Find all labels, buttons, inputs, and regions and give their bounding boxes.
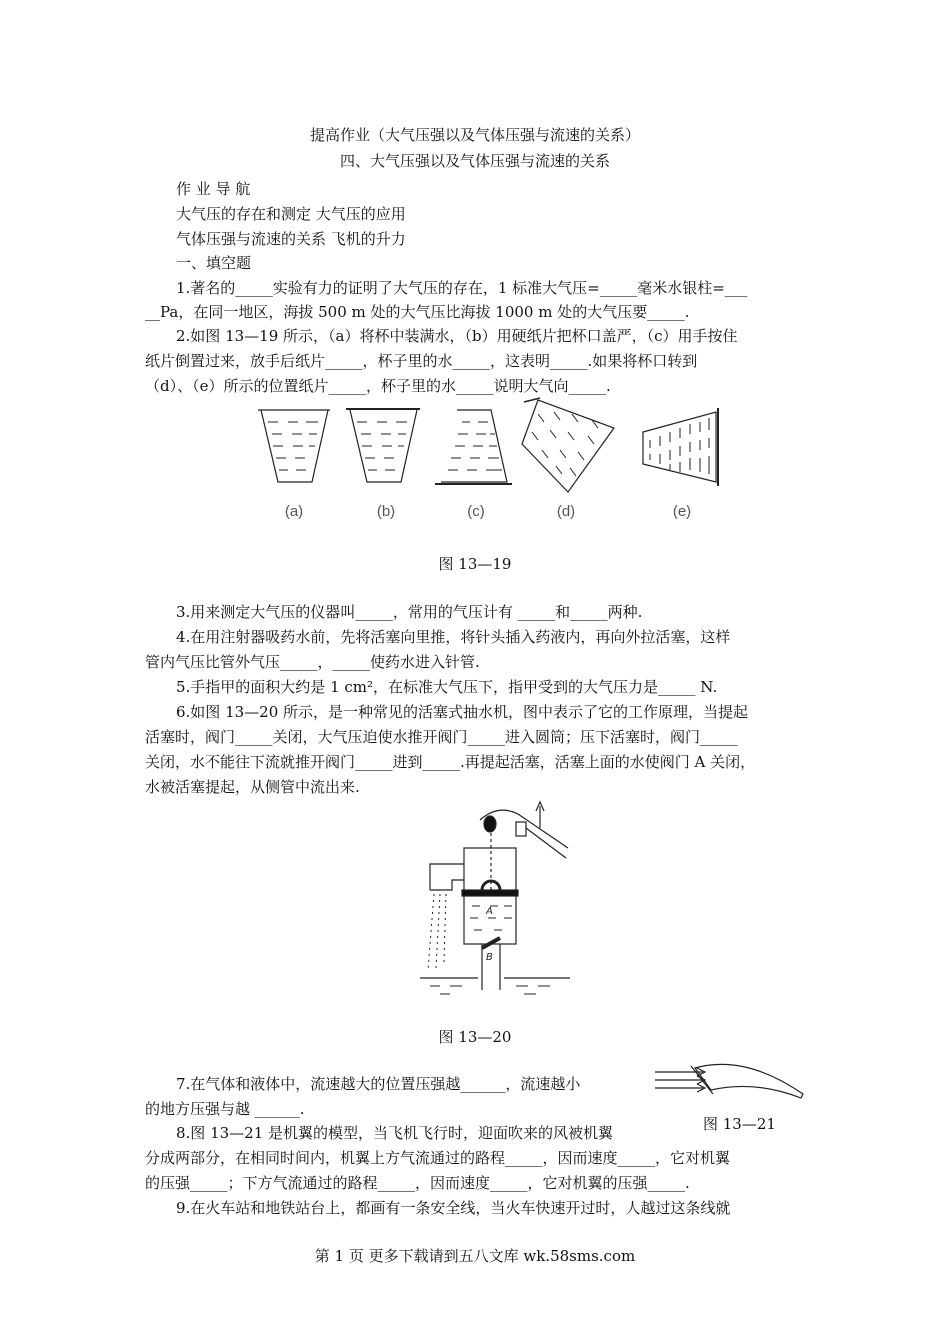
q6-line-1: 6.如图 13—20 所示，是一种常见的活塞式抽水机，图中表示了它的工作原理，当提起 (176, 703, 749, 721)
cup-e-figure (643, 408, 718, 486)
cup-c-label: (c) (467, 503, 485, 520)
cup-d-label: (d) (556, 503, 576, 520)
valve-b-label: B (486, 952, 493, 963)
q4-line-2: 管内气压比管外气压_____，_____使药水进入针管. (145, 653, 480, 671)
q5-line: 5.手指甲的面积大约是 1 cm²，在标准大气压下，指甲受到的大气压力是_____ N. (176, 678, 718, 696)
cup-e-label: (e) (672, 503, 692, 520)
q6-line-4: 水被活塞提起，从侧管中流出来. (145, 778, 360, 796)
section-heading: 一、填空题 (176, 254, 252, 272)
cup-d-figure (522, 398, 614, 492)
guide-topic-1: 大气压的存在和测定 大气压的应用 (176, 205, 406, 223)
guide-topic-2: 气体压强与流速的关系 飞机的升力 (176, 230, 406, 248)
cup-a-label: (a) (284, 503, 304, 520)
q8-line-2: 分成两部分，在相同时间内，机翼上方气流通过的路程_____，因而速度_____，它对机翼 (145, 1149, 731, 1167)
figure-13-20 (420, 800, 620, 1000)
figure-13-20-caption: 图 13—20 (438, 1028, 512, 1046)
q1-line-2: __Pa，在同一地区，海拔 500 m 处的大气压比海拔 1000 m 处的大气压要_____. (145, 303, 690, 321)
figure-13-21-caption: 图 13—21 (703, 1115, 776, 1133)
cup-a-figure (258, 410, 330, 482)
q8-line-1: 8.图 13—21 是机翼的模型，当飞机飞行时，迎面吹来的风被机翼 (176, 1124, 614, 1142)
q7-line-1: 7.在气体和液体中，流速越大的位置压强越______，流速越小 (176, 1075, 581, 1093)
q2-line-3: （d）、（e）所示的位置纸片_____，杯子里的水_____说明大气向_____. (145, 377, 611, 395)
q7-line-2: 的地方压强与越 ______. (145, 1100, 305, 1118)
cup-b-label: (b) (376, 503, 396, 520)
q8-line-3: 的压强_____；下方气流通过的路程_____，因而速度_____，它对机翼的压强_____. (145, 1174, 690, 1192)
q6-line-2: 活塞时，阀门_____关闭，大气压迫使水推开阀门_____进入圆筒；压下活塞时，阀门_____ (145, 728, 738, 746)
valve-a-label: A (486, 906, 493, 917)
figure-13-19-caption: 图 13—19 (438, 555, 512, 573)
q1-line-1: 1.著名的_____实验有力的证明了大气压的存在，1 标准大气压=_____毫米水银柱=___ (176, 279, 748, 297)
q2-line-2: 纸片倒置过来，放手后纸片_____，杯子里的水_____，这表明_____.如果将杯口转到 (145, 352, 698, 370)
cup-c-figure (435, 410, 512, 484)
guide-heading: 作 业 导 航 (176, 180, 251, 198)
q9-line-1: 9.在火车站和地铁站台上，都画有一条安全线，当火车快速开过时，人越过这条线就 (176, 1199, 731, 1217)
page-subtitle: 四、大气压强以及气体压强与流速的关系 (339, 152, 610, 170)
page-footer: 第 1 页 更多下载请到五八文库 wk.58sms.com (314, 1247, 636, 1265)
q2-line-1: 2.如图 13—19 所示，（a）将杯中装满水，（b）用硬纸片把杯口盖严，（c）用手按住 (176, 327, 738, 345)
page-title: 提高作业（大气压强以及气体压强与流速的关系） (309, 126, 640, 144)
q3-line: 3.用来测定大气压的仪器叫_____，常用的气压计有 _____和_____两种. (176, 603, 643, 621)
q6-line-3: 关闭，水不能往下流就推开阀门_____进到_____.再提起活塞，活塞上面的水使阀门 A 关闭， (145, 753, 756, 771)
cup-b-figure (346, 409, 420, 482)
figure-13-19 (0, 400, 950, 530)
q4-line-1: 4.在用注射器吸药水前，先将活塞向里推，将针头插入药液内，再向外拉活塞，这样 (176, 628, 731, 646)
figure-13-21 (655, 1058, 815, 1108)
